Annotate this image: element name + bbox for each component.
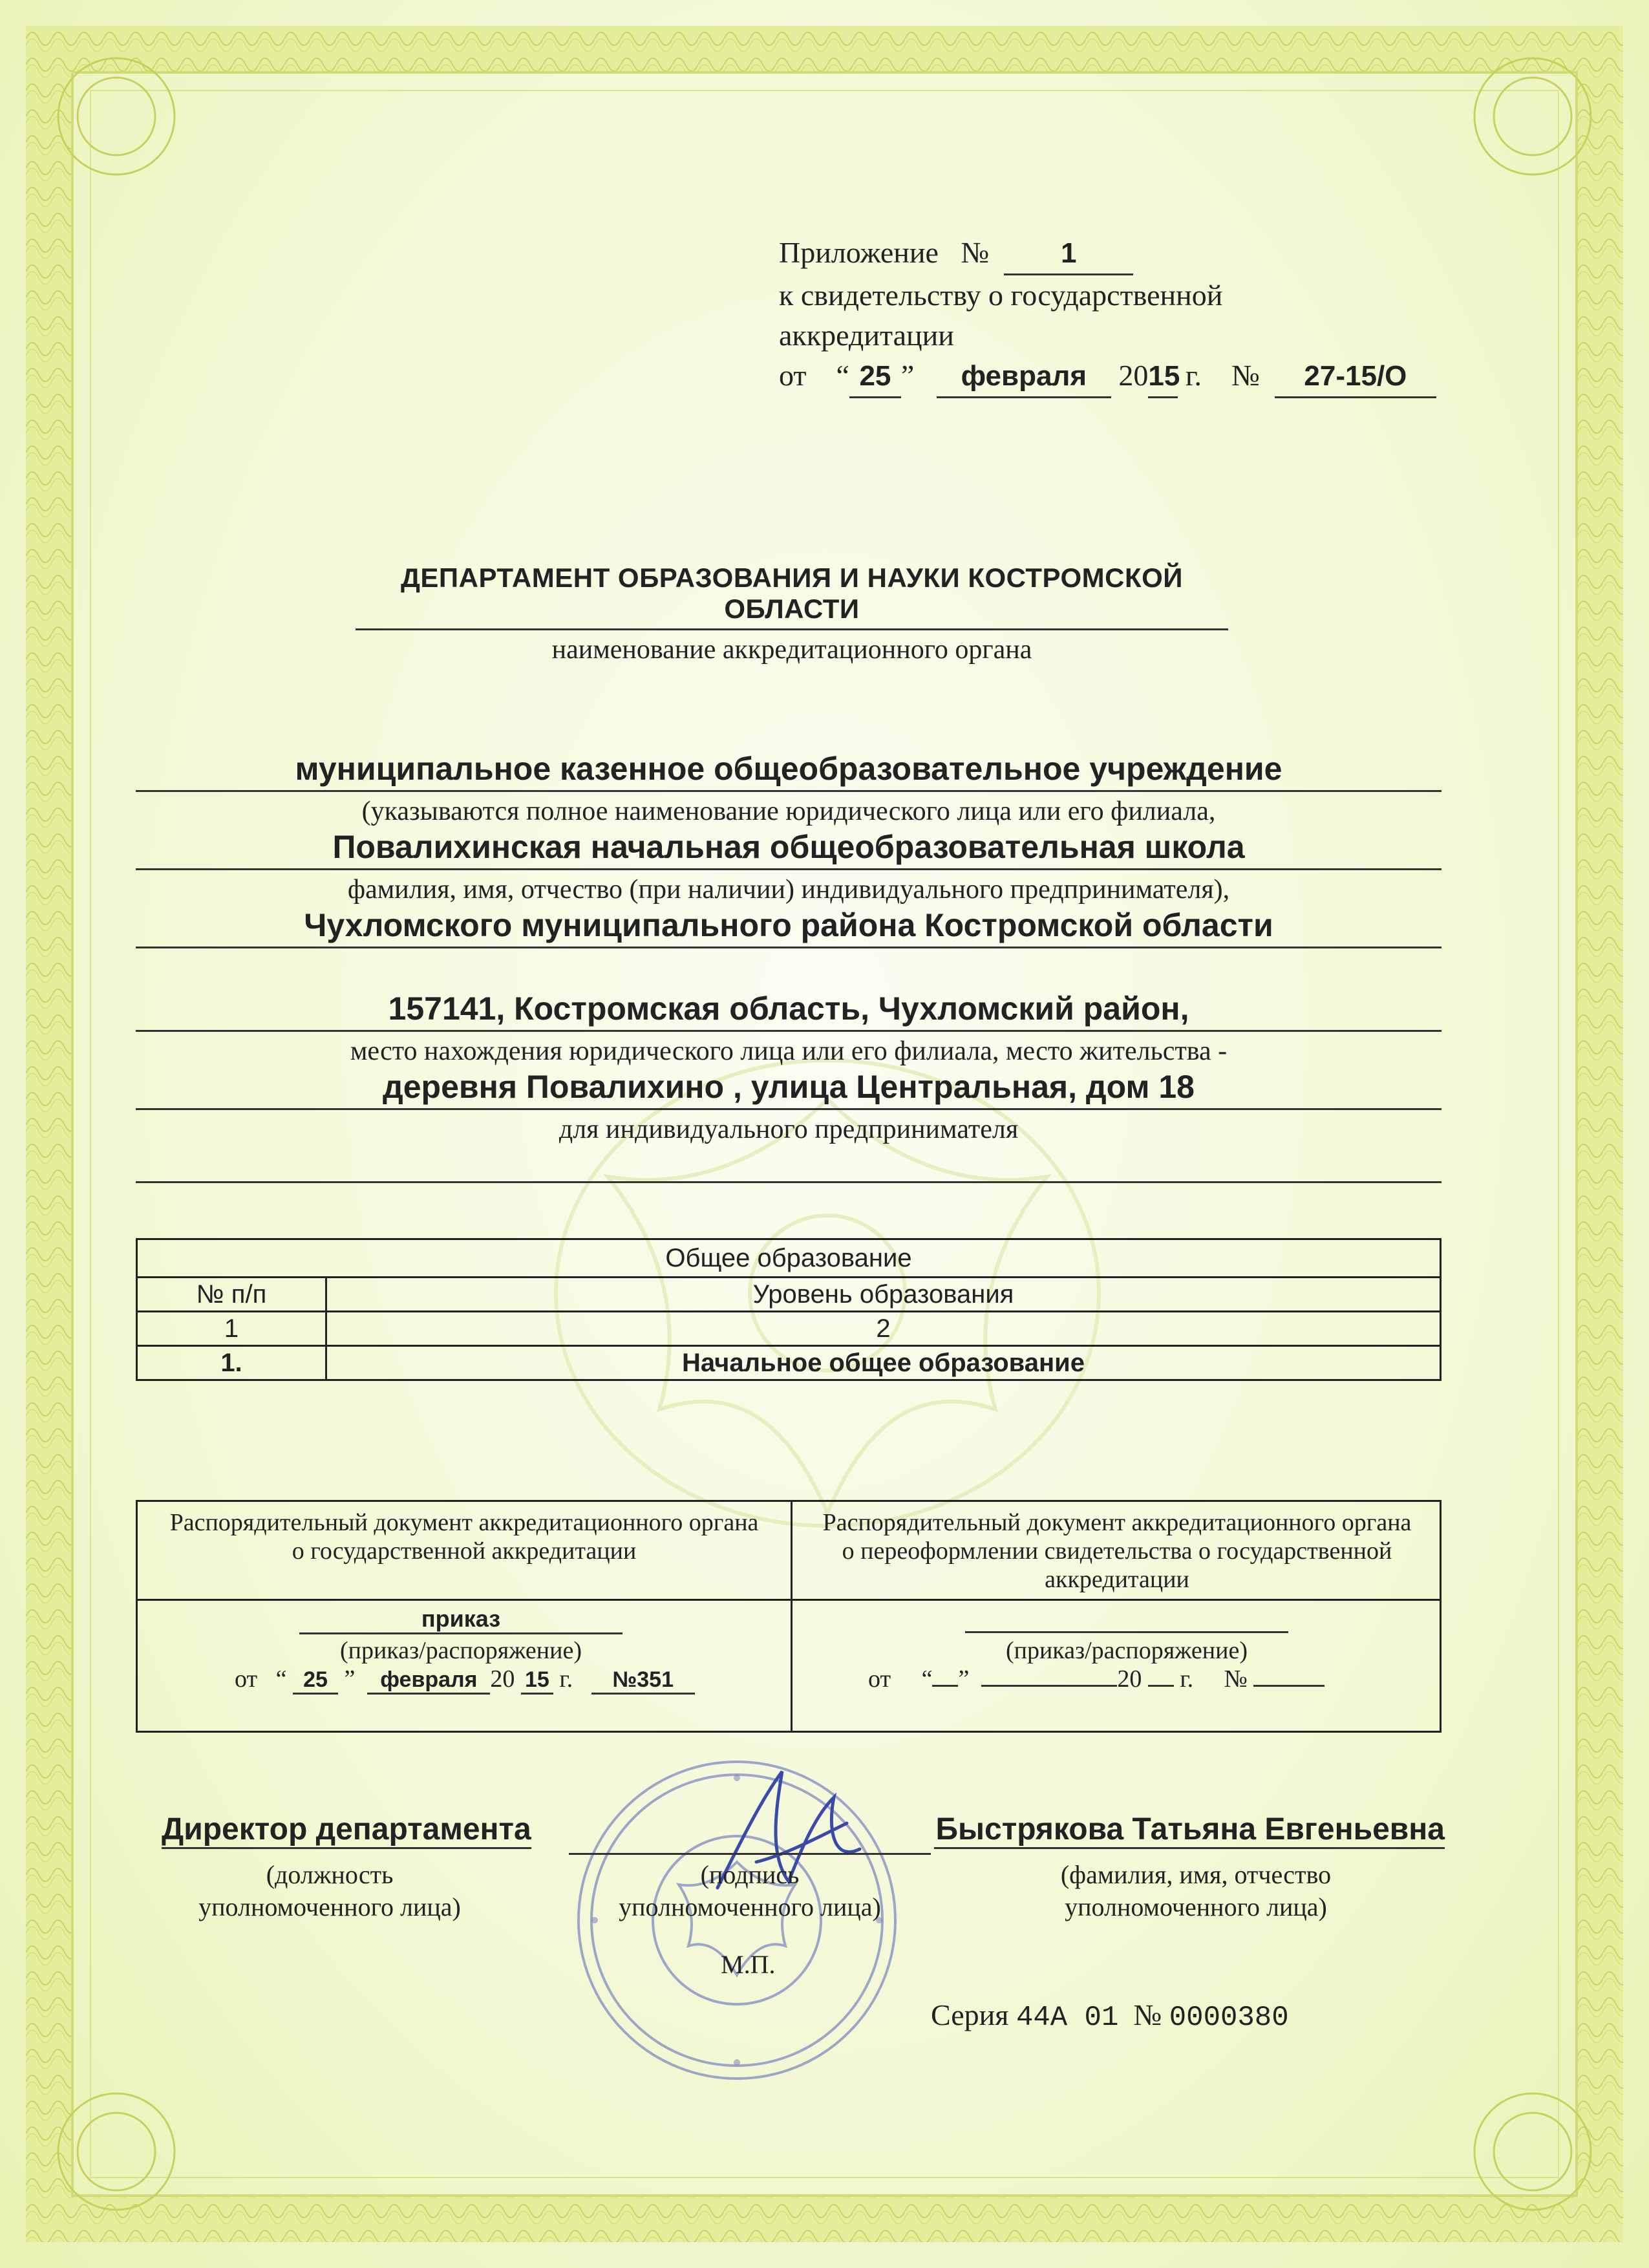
orders-left-header: Распорядительный документ аккредитационного органа о государственной аккредитации	[169, 1509, 759, 1565]
role-caption	[162, 1859, 498, 1923]
edu-col2-index: 2	[326, 1312, 1441, 1346]
close-quote: ”	[958, 1665, 970, 1693]
edu-table-title: Общее образование	[137, 1239, 1441, 1278]
name-caption	[1015, 1859, 1377, 1923]
name-caption-line1: (фамилия, имя, отчество	[1060, 1860, 1332, 1889]
right-from-label: от	[868, 1665, 891, 1693]
right-year-prefix: 20	[1117, 1665, 1142, 1693]
authority-block	[356, 562, 1228, 665]
open-quote: “	[836, 359, 849, 392]
org-name-line1: муниципальное казенное общеобразовательное учреждение	[136, 750, 1442, 792]
orders-box	[136, 1500, 1442, 1733]
left-year-g: г.	[559, 1665, 573, 1693]
appendix-number: 1	[1004, 233, 1133, 275]
appendix-year-prefix: 20	[1118, 359, 1149, 392]
appendix-number-sign: №	[961, 236, 990, 269]
authority-caption: наименование аккредитационного органа	[551, 635, 1032, 665]
appendix-line2: к свидетельству о государственной	[779, 279, 1223, 312]
role-caption-line1: (должность	[266, 1860, 394, 1889]
right-year-blank	[1148, 1685, 1174, 1687]
edu-row-level: Начальное общее образование	[326, 1346, 1441, 1380]
authority-name: ДЕПАРТАМЕНТ ОБРАЗОВАНИЯ И НАУКИ КОСТРОМСКОЙ ОБЛАСТИ	[356, 562, 1228, 630]
series-number: 0000380	[1169, 2002, 1289, 2034]
open-quote: “	[275, 1665, 287, 1693]
sign-caption-line2: уполномоченного лица)	[619, 1892, 881, 1921]
appendix-from-label: от	[779, 359, 807, 392]
org-caption1: (указываются полное наименование юридического лица или его филиала,	[361, 797, 1216, 826]
left-month: февраля	[367, 1667, 490, 1695]
orders-right-header: Распорядительный документ аккредитационного органа о переоформлении свидетельства о государственной аккредитации	[822, 1509, 1412, 1593]
series-label: Серия	[931, 1998, 1009, 2031]
appendix-month: февраля	[937, 356, 1111, 398]
appendix-year-g: г.	[1185, 359, 1202, 392]
org-name-line3: Чухломского муниципального района Костромской области	[136, 906, 1442, 948]
role-caption-line2: уполномоченного лица)	[198, 1892, 461, 1921]
right-doc-type-line	[965, 1631, 1288, 1633]
close-quote: ”	[900, 359, 915, 392]
close-quote: ”	[344, 1665, 356, 1693]
appendix-label: Приложение	[779, 236, 939, 269]
series-number-sign: №	[1133, 1998, 1162, 2031]
sign-caption-line1: (подпись	[700, 1860, 800, 1889]
left-year-suffix: 15	[521, 1667, 553, 1695]
series-line	[931, 1998, 1289, 2034]
left-from-label: от	[235, 1665, 258, 1693]
org-caption3: место нахождения юридического лица или его филиала, место жительства -	[350, 1036, 1228, 1066]
appendix-line3: аккредитации	[779, 319, 954, 352]
edu-row-num: 1.	[137, 1346, 326, 1380]
table-row	[137, 1346, 1441, 1380]
cert-number: 27-15/О	[1275, 356, 1436, 398]
left-date-line	[235, 1665, 695, 1695]
signatory-name: Быстрякова Татьяна Евгеньевна	[934, 1812, 1445, 1849]
org-caption2: фамилия, имя, отчество (при наличии) индивидуального предпринимателя),	[347, 875, 1230, 904]
sign-caption	[595, 1859, 905, 1923]
left-year-prefix: 20	[490, 1665, 515, 1693]
right-date-line	[868, 1665, 1325, 1693]
organization-block	[136, 750, 1442, 1183]
org-address-line1: 157141, Костромская область, Чухломский район,	[136, 990, 1442, 1032]
education-table	[136, 1238, 1442, 1381]
appendix-day: 25	[849, 356, 901, 398]
signatory-role: Директор департамента	[162, 1812, 531, 1849]
right-doc-caption: (приказ/распоряжение)	[1005, 1637, 1248, 1664]
appendix-block	[779, 233, 1436, 398]
signature-line	[569, 1853, 931, 1855]
left-day: 25	[293, 1667, 338, 1695]
org-name-line2: Повалихинская начальная общеобразовательная школа	[136, 828, 1442, 870]
cert-number-sign: №	[1231, 359, 1260, 392]
left-doc-caption: (приказ/распоряжение)	[339, 1637, 582, 1664]
org-address-line2: деревня Повалихино , улица Центральная, дом 18	[136, 1068, 1442, 1110]
org-caption4: для индивидуального предпринимателя	[559, 1115, 1019, 1144]
left-number: №351	[591, 1667, 695, 1695]
edu-col1-header: № п/п	[137, 1278, 326, 1312]
blank-line	[136, 1145, 1442, 1183]
left-doc-type: приказ	[299, 1605, 622, 1634]
series-code: 44А 01	[1016, 2002, 1119, 2034]
stamp-place: М.П.	[721, 1950, 776, 1979]
edu-col2-header: Уровень образования	[326, 1278, 1441, 1312]
name-caption-line2: уполномоченного лица)	[1065, 1892, 1327, 1921]
right-month-blank	[981, 1685, 1117, 1687]
right-day-blank	[932, 1685, 958, 1687]
open-quote: “	[921, 1665, 933, 1693]
right-number-blank	[1253, 1685, 1325, 1687]
right-number-sign: №	[1224, 1665, 1248, 1693]
edu-col1-index: 1	[137, 1312, 326, 1346]
right-year-g: г.	[1180, 1665, 1194, 1693]
appendix-year-suffix: 15	[1148, 356, 1178, 398]
